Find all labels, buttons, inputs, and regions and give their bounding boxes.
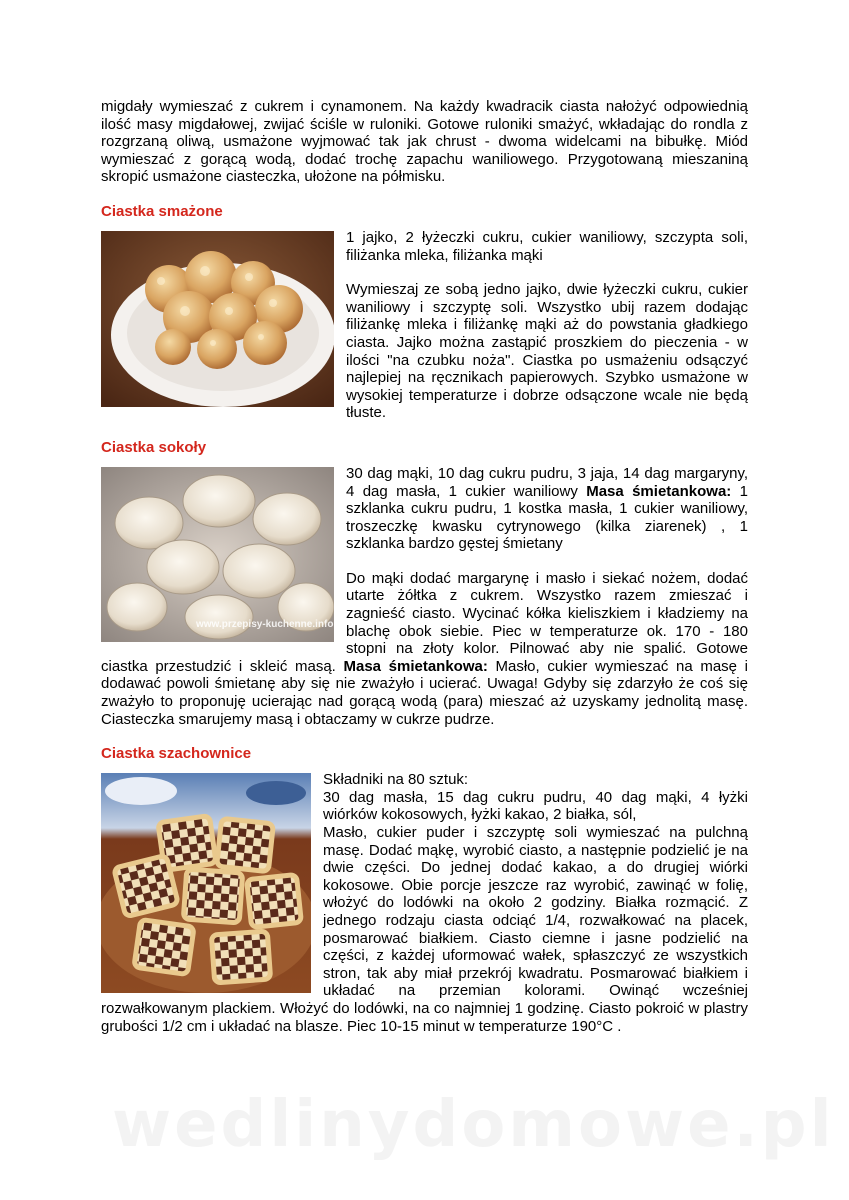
site-watermark: wedlinydomowe.pl <box>112 1088 835 1162</box>
photo-watermark: www.przepisy-kuchenne.info <box>196 618 334 630</box>
recipe-ingredients: 1 jajko, 2 łyżeczki cukru, cukier waniliowy, szczypta soli, filiżanka mleka, filiżanka mąki <box>346 228 748 264</box>
recipe-method: Masło, cukier puder i szczyptę soli wymieszać na pulchną masę. Dodać mąkę, wyrobić ciasto, a następnie podzielić je na dwie części. Do jednej dodać kakao, a do drugiej wiórki kokosowe. Obie porcje jeszcze raz wyrobić, zawinąć w folię, włożyć do lodówki na około 2 godziny. Białka rozmącić. Z jednego rodzaju ciasta odciąć 1/4, rozwałkować na placek, posmarować białkiem. Ciasto ciemne i jasne podzielić na części, z każdej uformować wałek, spłaszczyć ze wszystkich stron, tak aby miał przekrój kwadratu. Posmarować białkiem i układać na przemian kolorami. Owinąć wcześniej rozwałkowanym plackiem. Włożyć do lodówki, na co najmniej 1 godzinę. Ciasto pokroić w plastry grubości 1/2 cm i układać na blasze. Piec 10-15 minut w temperaturze 190°C . <box>101 824 748 1035</box>
recipe-ingredients: 30 dag mąki, 10 dag cukru pudru, 3 jaja, 14 dag margaryny, 4 dag masła, 1 cukier waniliowy Masa śmietankowa: 1 szklanka cukru pudru, 1 kostka masła, 1 cukier waniliowy, troszeczkę kwasku cytrynowego (kilka ziarenek) , 1 szklanka bardzo gęstej śmietany <box>346 464 748 553</box>
recipe-title: Ciastka sokoły <box>101 438 207 456</box>
fried-cookies-photo <box>101 231 334 407</box>
intro-paragraph: migdały wymieszać z cukrem i cynamonem. Na każdy kwadracik ciasta nałożyć odpowiednią ilość masy migdałowej, zwijać ściśle w ruloniki. Gotowe ruloniki smażyć, wkładając do rondla z rozgrzaną oliwą, usmażone wyjmować tak jak chrust - dwoma widelcami na bibułkę. Miód wymieszać z gorącą wodą, dodać trochę zapachu waniliowego. Przygotowaną mieszaniną skropić usmażone ciasteczka, ułożone na półmisku. <box>101 98 748 186</box>
recipe-method: Do mąki dodać margarynę i masło i siekać nożem, dodać utarte żółtka z cukrem. Wszystko razem zmieszać i zagnieść ciasto. Wycinać kółka kieliszkiem i kładziemy na blachę obok siebie. Piec w temperaturze ok. 170 - 180 stopni na złoty kolor. Pilnować aby nie spalić. Gotowe ciastka przestudzić i skleić masą. Masa śmietankowa: Masło, cukier wymieszać na masę i dodawać powoli śmietanę aby się nie zważyło i ucierać. Uwaga! Gdyby się zdarzyło że coś się zważyło to proponuję ucierając nad gorącą wodą (para) mieszać aż uzyskamy jednolitą masę. Ciasteczka smarujemy masą i obtaczamy w cukrze pudrze. <box>101 569 748 728</box>
document-body <box>101 98 748 1035</box>
recipe-method: Wymieszaj ze sobą jedno jajko, dwie łyżeczki cukru, cukier waniliowy i szczyptę soli. Wszystko ubij razem dodając filiżankę mleka i filiżankę mąki aż do powstania gładkiego ciasta. Jajko można zastąpić proszkiem do pieczenia - w ilości "na czubku noża". Ciastka po usmażeniu odsączyć najlepiej na ręcznikach papierowych. Szybko usmażone w wysokiej temperaturze i dobrze odsączone wcale nie będą tłuste. <box>346 281 748 422</box>
sokoly-cookies-photo <box>101 467 334 642</box>
recipe-ciastka-sokoly <box>101 439 748 728</box>
recipe-title: Ciastka szachownice <box>101 745 252 763</box>
recipe-ciastka-smazone <box>101 203 748 422</box>
recipe-ciastka-szachownice <box>101 745 748 1035</box>
recipe-lead: Składniki na 80 sztuk: <box>323 771 469 789</box>
recipe-title: Ciastka smażone <box>101 202 223 220</box>
recipe-ingredients: 30 dag masła, 15 dag cukru pudru, 40 dag mąki, 4 łyżki wiórków kokosowych, łyżki kakao, 2 białka, sól, <box>323 788 748 824</box>
checkerboard-cookies-photo <box>101 773 311 993</box>
